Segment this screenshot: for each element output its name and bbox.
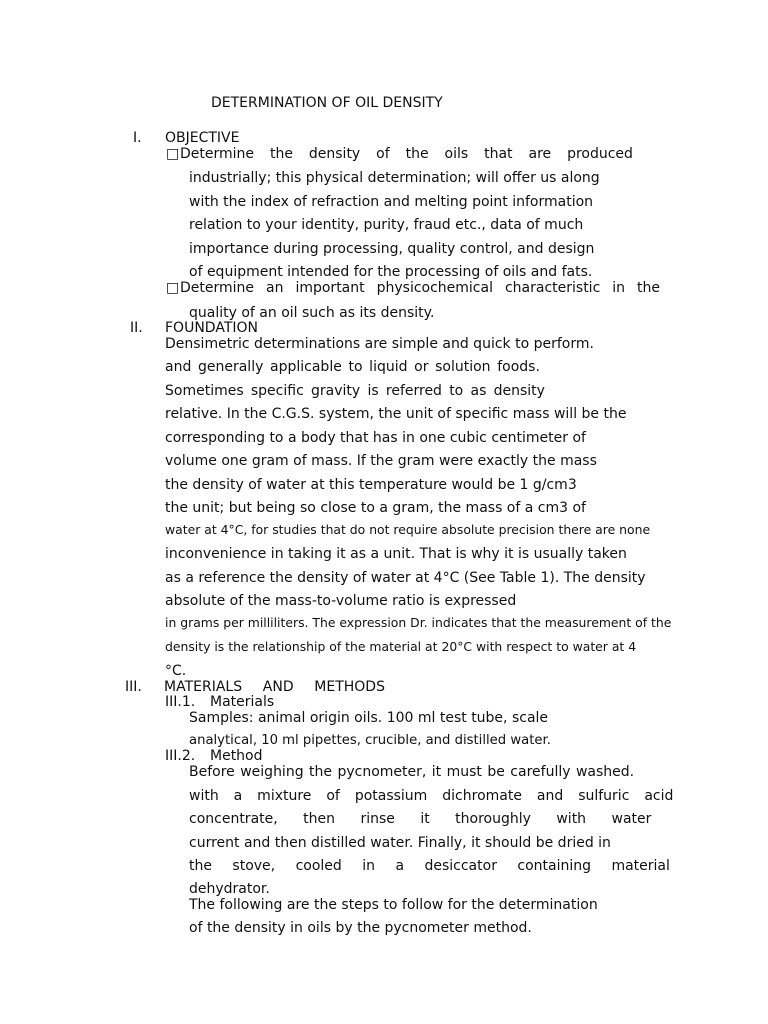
page-title: DETERMINATION OF OIL DENSITY	[211, 95, 443, 111]
text-line: and generally applicable to liquid or solution foods.	[165, 359, 540, 375]
text-line: absolute of the mass-to-volume ratio is expressed	[165, 593, 517, 609]
section-heading: MATERIALS AND METHODS	[164, 679, 385, 695]
objective-bullet-1-first-line: Determine the density of the oils that are produced	[180, 146, 633, 162]
text-line: water at 4°C, for studies that do not require absolute precision there are none	[165, 522, 651, 537]
subsection-heading: Method	[210, 748, 263, 764]
text-line: volume one gram of mass. If the gram were exactly the mass	[165, 453, 597, 469]
text-line: the stove, cooled in a desiccator containing material	[189, 858, 670, 874]
bullet-icon: □	[166, 146, 180, 162]
text-line: Before weighing the pycnometer, it must be carefully washed.	[189, 764, 635, 780]
text-line: with a mixture of potassium dichromate and sulfuric acid	[189, 788, 674, 804]
subsection-number: III.1.	[165, 694, 196, 710]
text-line: of the density in oils by the pycnometer method.	[189, 920, 532, 936]
text-line: analytical, 10 ml pipettes, crucible, and distilled water.	[189, 733, 551, 748]
text-line: Samples: animal origin oils. 100 ml test tube, scale	[189, 710, 549, 726]
text-line: °C.	[165, 663, 187, 679]
text-line: current and then distilled water. Finally, it should be dried in	[189, 835, 611, 851]
text-line: inconvenience in taking it as a unit. That is why it is usually taken	[165, 546, 627, 562]
bullet-icon: □	[166, 280, 180, 296]
text-line: of equipment intended for the processing of oils and fats.	[189, 264, 593, 280]
section-numeral: II.	[130, 320, 143, 336]
text-line: dehydrator.	[189, 881, 270, 897]
text-line: Sometimes specific gravity is referred to as density	[165, 383, 545, 399]
text-line: the density of water at this temperature would be 1 g/cm3	[165, 477, 577, 493]
section-heading: FOUNDATION	[165, 320, 258, 336]
section-heading: OBJECTIVE	[165, 130, 240, 146]
text-line: relation to your identity, purity, fraud etc., data of much	[189, 217, 584, 233]
subsection-heading: Materials	[210, 694, 275, 710]
text-line: industrially; this physical determination; will offer us along	[189, 170, 600, 186]
text-line: Densimetric determinations are simple and quick to perform.	[165, 336, 594, 352]
text-line: in grams per milliliters. The expression Dr. indicates that the measurement of the	[165, 615, 672, 630]
text-line: as a reference the density of water at 4°C (See Table 1). The density	[165, 570, 646, 586]
objective-bullet-2-first-line: Determine an important physicochemical characteristic in the	[180, 280, 660, 296]
text-line: importance during processing, quality control, and design	[189, 241, 595, 257]
section-numeral: III.	[125, 679, 142, 695]
text-line: density is the relationship of the material at 20°C with respect to water at 4	[165, 639, 637, 654]
section-numeral: I.	[133, 130, 142, 146]
text-line: with the index of refraction and melting point information	[189, 194, 594, 210]
subsection-number: III.2.	[165, 748, 196, 764]
text-line: corresponding to a body that has in one cubic centimeter of	[165, 430, 586, 446]
text-line: relative. In the C.G.S. system, the unit of specific mass will be the	[165, 406, 627, 422]
text-line: The following are the steps to follow for the determination	[189, 897, 598, 913]
text-line: concentrate, then rinse it thoroughly with water	[189, 811, 652, 827]
text-line: quality of an oil such as its density.	[189, 305, 435, 321]
text-line: the unit; but being so close to a gram, the mass of a cm3 of	[165, 500, 586, 516]
